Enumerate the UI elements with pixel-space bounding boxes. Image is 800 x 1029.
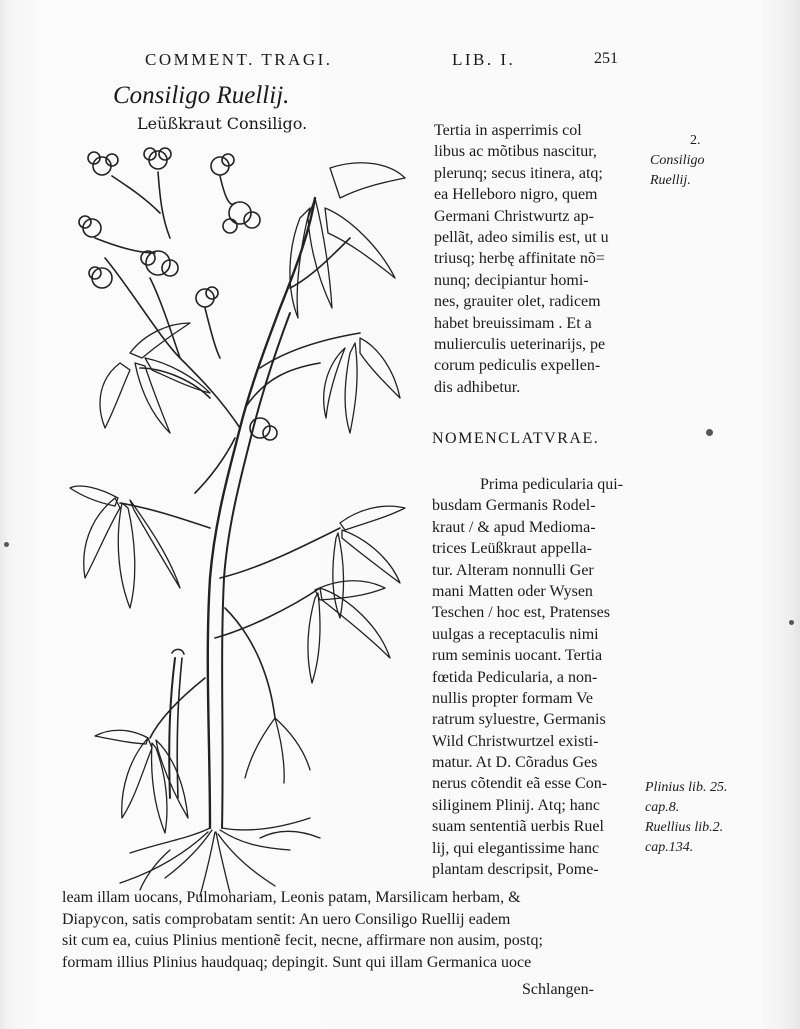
page-number: 251 xyxy=(594,50,618,67)
margin-note-line: Consiligo xyxy=(650,153,705,168)
text-line: nunq; decipiantur homi- xyxy=(434,271,589,289)
text-line: formam illius Plinius haudquaq; depingit. Sunt qui illam Germanica uoce xyxy=(62,953,532,971)
text-line: uulgas a receptaculis nimi xyxy=(432,625,599,643)
margin-note-references xyxy=(645,778,727,858)
ink-spot xyxy=(789,620,794,625)
woodcut-plant-illustration xyxy=(60,138,430,898)
margin-note-line: Ruellius lib.2. xyxy=(645,820,724,835)
text-line: pellãt, adeo similis est, ut u xyxy=(434,228,609,246)
ink-spot xyxy=(706,429,713,436)
text-line: leam illam uocans, Pulmonariam, Leonis patam, Marsilicam herbam, & xyxy=(62,889,521,906)
running-head xyxy=(0,50,800,74)
plant-title-latin: Consiligo Ruellij. xyxy=(113,82,290,109)
plant-stems xyxy=(105,198,360,828)
plant-flowers xyxy=(79,148,277,440)
text-line: mani Matten oder Wysen xyxy=(432,582,593,600)
margin-note-consiligo xyxy=(650,131,704,191)
text-line: plantam descripsit, Pome- xyxy=(432,861,599,879)
text-line: Tertia in asperrimis col xyxy=(434,122,582,139)
text-line: trices Leüßkraut appella- xyxy=(432,540,592,558)
text-line: suam sententiã uerbis Ruel xyxy=(432,818,604,836)
ink-spot xyxy=(4,542,9,547)
text-line: nullis propter formam Ve xyxy=(432,689,594,707)
text-line: lij, qui elegantissime hanc xyxy=(432,839,600,857)
text-line: libus ac mõtibus nascitur, xyxy=(434,143,597,161)
catchword: Schlangen- xyxy=(522,981,594,998)
text-line: rum seminis uocant. Tertia xyxy=(432,647,603,665)
text-line: siliginem Plinij. Atq; hanc xyxy=(432,796,600,814)
text-line: kraut / & apud Medioma- xyxy=(432,518,596,536)
body-paragraph-1 xyxy=(434,120,609,398)
text-line: nes, grauiter olet, radicem xyxy=(434,293,601,311)
plant-roots xyxy=(120,818,320,896)
text-line: ea Helleboro nigro, quem xyxy=(434,186,598,204)
margin-note-line: cap.8. xyxy=(645,800,680,815)
text-line: triusq; herbę affinitate nõ= xyxy=(434,250,605,268)
text-line: plerunq; secus itinera, atq; xyxy=(434,164,603,182)
body-paragraph-2 xyxy=(432,474,623,880)
margin-note-line: 2. xyxy=(690,133,701,148)
text-line: habet breuissimam . Et a xyxy=(434,314,592,332)
margin-note-line: Ruellij. xyxy=(650,173,691,188)
text-line: dis adhibetur. xyxy=(434,378,521,396)
text-line: corum pediculis expellen- xyxy=(434,357,601,375)
text-line: Germani Christwurtz ap- xyxy=(434,207,594,225)
text-line: Diapycon, satis comprobatam sentit: An uero Consiligo Ruellij eadem xyxy=(62,910,511,928)
margin-note-line: Plinius lib. 25. xyxy=(645,780,728,795)
running-head-title: COMMENT. TRAGI. xyxy=(145,50,333,69)
text-line: sit cum ea, cuius Plinius mentionẽ fecit, necne, affirmare non ausim, postq; xyxy=(62,932,543,949)
text-line: nerus cõtendit eã esse Con- xyxy=(432,775,608,793)
text-line: matur. At D. Cõradus Ges xyxy=(432,754,598,772)
plant-title-german: Leüßkraut Consiligo. xyxy=(137,114,308,133)
text-line: tur. Alteram nonnulli Ger xyxy=(432,561,594,579)
text-line: busdam Germanis Rodel- xyxy=(432,497,596,515)
section-heading: NOMENCLATVRAE. xyxy=(432,430,600,447)
text-line: ratrum syluestre, Germanis xyxy=(432,711,606,729)
text-line: Teschen / hoc est, Pratenses xyxy=(432,604,610,622)
margin-note-line: cap.134. xyxy=(645,840,694,855)
text-line: Prima pedicularia qui- xyxy=(480,476,624,493)
text-line: mulierculis ueterinarijs, pe xyxy=(434,335,606,353)
text-line: Wild Christwurtzel existi- xyxy=(432,732,599,750)
body-paragraph-full-width xyxy=(62,887,543,973)
plant-leaves xyxy=(70,163,405,833)
running-head-book: LIB. I. xyxy=(452,50,516,69)
text-line: fœtida Pedicularia, a non- xyxy=(432,668,598,686)
